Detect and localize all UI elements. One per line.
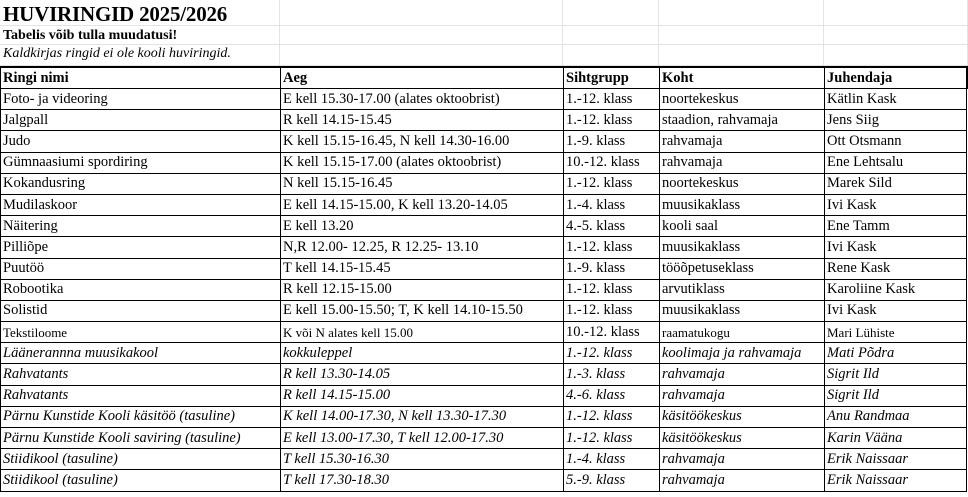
cell-name[interactable]: Solistid	[1, 300, 281, 321]
cell-koht[interactable]: staadion, rahvamaja	[660, 110, 825, 131]
grid-cell[interactable]	[824, 45, 968, 66]
cell-juh[interactable]: Ivi Kask	[825, 300, 967, 321]
cell-aeg[interactable]: N kell 15.15-16.45	[281, 173, 564, 194]
table-row	[1, 428, 967, 449]
cell-siht[interactable]: 5.-9. klass	[564, 470, 660, 491]
table-row	[1, 300, 967, 321]
cell-siht[interactable]: 1.-12. klass	[564, 89, 660, 110]
cell-koht[interactable]: rahvamaja	[660, 131, 825, 152]
cell-koht[interactable]: noortekeskus	[660, 173, 825, 194]
cell-name[interactable]: Gümnaasiumi spordiring	[1, 152, 281, 173]
cell-koht[interactable]: rahvamaja	[660, 470, 825, 491]
cell-name[interactable]: Stiidikool (tasuline)	[1, 470, 281, 491]
cell-koht[interactable]: rahvamaja	[660, 449, 825, 470]
cell-aeg[interactable]: R kell 12.15-15.00	[281, 279, 564, 300]
cell-juh[interactable]: Karin Vääna	[825, 428, 967, 449]
table-row	[1, 279, 967, 300]
grid-cell[interactable]	[824, 0, 968, 26]
cell-name[interactable]: Jalgpall	[1, 110, 281, 131]
cell-siht[interactable]: 1.-9. klass	[564, 131, 660, 152]
cell-aeg[interactable]: K kell 14.00-17.30, N kell 13.30-17.30	[281, 406, 564, 427]
cell-koht[interactable]: rahvamaja	[660, 364, 825, 385]
cell-aeg[interactable]: T kell 15.30-16.30	[281, 449, 564, 470]
cell-name[interactable]: Rahvatants	[1, 364, 281, 385]
cell-name[interactable]: Kokandusring	[1, 173, 281, 194]
table-row	[1, 385, 967, 406]
table-row	[1, 173, 967, 194]
cell-name[interactable]: Pilliõpe	[1, 237, 281, 258]
cell-aeg[interactable]: E kell 13.20	[281, 216, 564, 237]
table-row	[1, 194, 967, 215]
cell-juh[interactable]: Karoliine Kask	[825, 279, 967, 300]
cell-name[interactable]: Pärnu Kunstide Kooli käsitöö (tasuline)	[1, 406, 281, 427]
grid-cell[interactable]	[659, 45, 824, 66]
cell-name[interactable]: Foto- ja videoring	[1, 89, 281, 110]
grid-cell[interactable]	[659, 26, 824, 45]
cell-aeg[interactable]: K kell 15.15-16.45, N kell 14.30-16.00	[281, 131, 564, 152]
cell-koht[interactable]: tööõpetuseklass	[660, 258, 825, 279]
header-ringi-nimi[interactable]: Ringi nimi	[1, 67, 281, 89]
cell-juh[interactable]: Anu Randmaa	[825, 406, 967, 427]
header-koht[interactable]: Koht	[660, 67, 825, 89]
cell-aeg[interactable]: R kell 13.30-14.05	[281, 364, 564, 385]
header-aeg[interactable]: Aeg	[281, 67, 564, 89]
cell-aeg[interactable]: R kell 14.15-15.00	[281, 385, 564, 406]
cell-siht[interactable]: 1.-12. klass	[564, 406, 660, 427]
cell-siht[interactable]: 1.-12. klass	[564, 343, 660, 364]
cell-juh[interactable]: Jens Siig	[825, 110, 967, 131]
cell-juh[interactable]: Erik Naissaar	[825, 470, 967, 491]
grid-cell[interactable]	[280, 0, 563, 26]
cell-name[interactable]: Rahvatants	[1, 385, 281, 406]
table-row	[1, 364, 967, 385]
cell-aeg[interactable]: E kell 15.00-15.50; T, K kell 14.10-15.50	[281, 300, 564, 321]
cell-aeg[interactable]: R kell 14.15-15.45	[281, 110, 564, 131]
cell-siht[interactable]: 10.-12. klass	[564, 322, 660, 343]
cell-siht[interactable]: 4.-6. klass	[564, 385, 660, 406]
cell-koht[interactable]: kooli saal	[660, 216, 825, 237]
cell-koht[interactable]: noortekeskus	[660, 89, 825, 110]
table-row	[1, 258, 967, 279]
table-row	[1, 131, 967, 152]
italic-note[interactable]: Kaldkirjas ringid ei ole kooli huviringid.	[3, 46, 231, 61]
table-row	[1, 322, 967, 343]
cell-aeg[interactable]: E kell 13.00-17.30, T kell 12.00-17.30	[281, 428, 564, 449]
cell-koht[interactable]: käsitöökeskus	[660, 406, 825, 427]
table-header-row	[1, 67, 967, 89]
sheet-title[interactable]: HUVIRINGID 2025/2026	[3, 2, 228, 26]
cell-siht[interactable]: 1.-3. klass	[564, 364, 660, 385]
grid-cell[interactable]	[280, 45, 563, 66]
cell-name[interactable]: Stiidikool (tasuline)	[1, 449, 281, 470]
cell-aeg[interactable]: K või N alates kell 15.00	[281, 322, 564, 343]
cell-juh[interactable]: Marek Sild	[825, 173, 967, 194]
cell-aeg[interactable]: E kell 15.30-17.00 (alates oktoobrist)	[281, 89, 564, 110]
cell-juh[interactable]: Sigrit Ild	[825, 364, 967, 385]
cell-juh[interactable]: Rene Kask	[825, 258, 967, 279]
cell-name[interactable]: Judo	[1, 131, 281, 152]
cell-siht[interactable]: 1.-12. klass	[564, 428, 660, 449]
table-row	[1, 406, 967, 427]
grid-cell[interactable]	[824, 26, 968, 45]
cell-koht[interactable]: rahvamaja	[660, 385, 825, 406]
cell-koht[interactable]: koolimaja ja rahvamaja	[660, 343, 825, 364]
cell-aeg[interactable]: T kell 14.15-15.45	[281, 258, 564, 279]
cell-juh[interactable]: Ivi Kask	[825, 194, 967, 215]
cell-aeg[interactable]: T kell 17.30-18.30	[281, 470, 564, 491]
cell-koht[interactable]: muusikaklass	[660, 237, 825, 258]
cell-siht[interactable]: 1.-12. klass	[564, 300, 660, 321]
cell-siht[interactable]: 1.-12. klass	[564, 110, 660, 131]
cell-name[interactable]: Robootika	[1, 279, 281, 300]
cell-aeg[interactable]: N,R 12.00- 12.25, R 12.25- 13.10	[281, 237, 564, 258]
grid-cell[interactable]	[563, 45, 659, 66]
cell-juh[interactable]: Mati Põdra	[825, 343, 967, 364]
table-row	[1, 470, 967, 491]
grid-cell[interactable]	[563, 26, 659, 45]
cell-juh[interactable]: Kätlin Kask	[825, 89, 967, 110]
cell-name[interactable]: Mudilaskoor	[1, 194, 281, 215]
cell-name[interactable]: Näitering	[1, 216, 281, 237]
cell-koht[interactable]: arvutiklass	[660, 279, 825, 300]
cell-koht[interactable]: muusikaklass	[660, 300, 825, 321]
grid-cell[interactable]	[280, 26, 563, 45]
grid-cell[interactable]	[563, 0, 659, 26]
cell-siht[interactable]: 1.-12. klass	[564, 173, 660, 194]
cell-aeg[interactable]: K kell 15.15-17.00 (alates oktoobrist)	[281, 152, 564, 173]
grid-cell[interactable]	[659, 0, 824, 26]
cell-koht[interactable]: käsitöökeskus	[660, 428, 825, 449]
table-row	[1, 449, 967, 470]
table-row	[1, 343, 967, 364]
cell-siht[interactable]: 1.-9. klass	[564, 258, 660, 279]
cell-juh[interactable]: Ivi Kask	[825, 237, 967, 258]
cell-juh[interactable]: Ene Tamm	[825, 216, 967, 237]
cell-name[interactable]: Puutöö	[1, 258, 281, 279]
cell-siht[interactable]: 10.-12. klass	[564, 152, 660, 173]
hobby-groups-table	[0, 66, 968, 492]
cell-siht[interactable]: 1.-4. klass	[564, 449, 660, 470]
cell-aeg[interactable]: kokkuleppel	[281, 343, 564, 364]
cell-siht[interactable]: 1.-12. klass	[564, 237, 660, 258]
header-juhendaja[interactable]: Juhendaja	[825, 67, 967, 89]
table-body	[1, 89, 967, 492]
table-row	[1, 110, 967, 131]
table-row	[1, 237, 967, 258]
cell-name[interactable]: Läänerannna muusikakool	[1, 343, 281, 364]
cell-name[interactable]: Pärnu Kunstide Kooli saviring (tasuline)	[1, 428, 281, 449]
cell-siht[interactable]: 1.-12. klass	[564, 279, 660, 300]
cell-juh[interactable]: Sigrit Ild	[825, 385, 967, 406]
cell-name[interactable]: Tekstiloome	[1, 322, 281, 343]
cell-koht[interactable]: raamatukogu	[660, 322, 825, 343]
cell-juh[interactable]: Mari Lühiste	[825, 322, 967, 343]
cell-juh[interactable]: Ene Lehtsalu	[825, 152, 967, 173]
cell-juh[interactable]: Erik Naissaar	[825, 449, 967, 470]
table-row	[1, 216, 967, 237]
change-warning[interactable]: Tabelis võib tulla muudatusi!	[3, 28, 178, 43]
table-row	[1, 89, 967, 110]
cell-juh[interactable]: Ott Otsmann	[825, 131, 967, 152]
cell-koht[interactable]: rahvamaja	[660, 152, 825, 173]
cell-koht[interactable]: muusikaklass	[660, 194, 825, 215]
header-sihtgrupp[interactable]: Sihtgrupp	[564, 67, 660, 89]
table-row	[1, 152, 967, 173]
cell-siht[interactable]: 1.-4. klass	[564, 194, 660, 215]
cell-aeg[interactable]: E kell 14.15-15.00, K kell 13.20-14.05	[281, 194, 564, 215]
cell-siht[interactable]: 4.-5. klass	[564, 216, 660, 237]
